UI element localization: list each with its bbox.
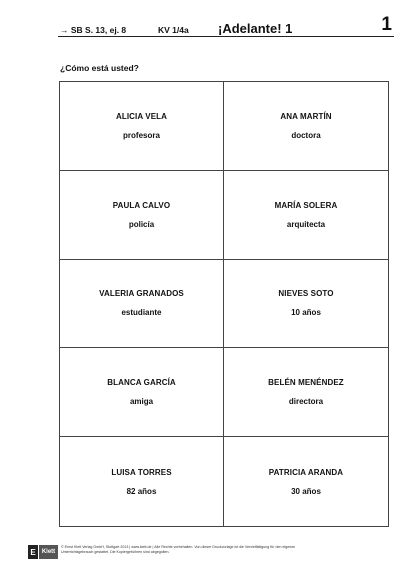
- card-name: ALICIA VELA: [115, 111, 168, 121]
- card-name: BLANCA GARCÍA: [107, 378, 176, 388]
- card-name: ANA MARTÍN: [280, 111, 332, 121]
- role-card: [224, 260, 388, 349]
- card-role: amiga: [129, 397, 154, 407]
- klett-logo: [28, 545, 58, 559]
- role-card: [224, 348, 388, 437]
- card-name: LUISA TORRES: [111, 467, 172, 477]
- card-role: directora: [288, 397, 324, 407]
- card-role: estudiante: [121, 308, 162, 318]
- role-card: [60, 82, 224, 171]
- card-name: VALERIA GRANADOS: [99, 289, 184, 299]
- card-name: BELÉN MENÉNDEZ: [268, 378, 344, 388]
- page-header: [58, 14, 394, 37]
- copyright-notice: © Ernst Klett Verlag GmbH, Stuttgart 2013 | www.klett.de | Alle Rechte vorbehalten. Von dieser Druckvorlage ist die Vervielfältigung für den eigenen Unterrichtsgebrauch gestattet. Die Kopiergebühren sind abgegolten.: [61, 545, 296, 554]
- card-name: PAULA CALVO: [112, 200, 171, 210]
- card-role: 10 años: [291, 308, 321, 318]
- card-grid: [59, 81, 389, 527]
- role-card: [224, 171, 388, 260]
- card-name: NIEVES SOTO: [278, 289, 334, 299]
- card-name: PATRICIA ARANDA: [268, 467, 344, 477]
- worksheet-code: KV 1/4a: [158, 25, 189, 35]
- role-card: [60, 437, 224, 526]
- role-card: [60, 171, 224, 260]
- card-role: policía: [128, 219, 155, 229]
- role-card: [60, 260, 224, 349]
- card-role: arquitecta: [286, 219, 326, 229]
- textbook-reference: → SB S. 13, ej. 8: [60, 25, 127, 35]
- logo-text: Klett: [39, 545, 58, 559]
- card-role: 82 años: [126, 486, 157, 496]
- role-card: [224, 82, 388, 171]
- page-footer: [28, 545, 388, 565]
- role-card: [224, 437, 388, 526]
- card-name: MARÍA SOLERA: [274, 200, 338, 210]
- card-role: profesora: [123, 130, 160, 140]
- role-card: [60, 348, 224, 437]
- page-number: 1: [381, 14, 392, 35]
- book-title: ¡Adelante! 1: [218, 21, 293, 36]
- card-role: 30 años: [291, 486, 321, 496]
- logo-letter: E: [28, 545, 38, 559]
- card-role: doctora: [291, 130, 321, 140]
- question-heading: ¿Cómo está usted?: [60, 63, 139, 73]
